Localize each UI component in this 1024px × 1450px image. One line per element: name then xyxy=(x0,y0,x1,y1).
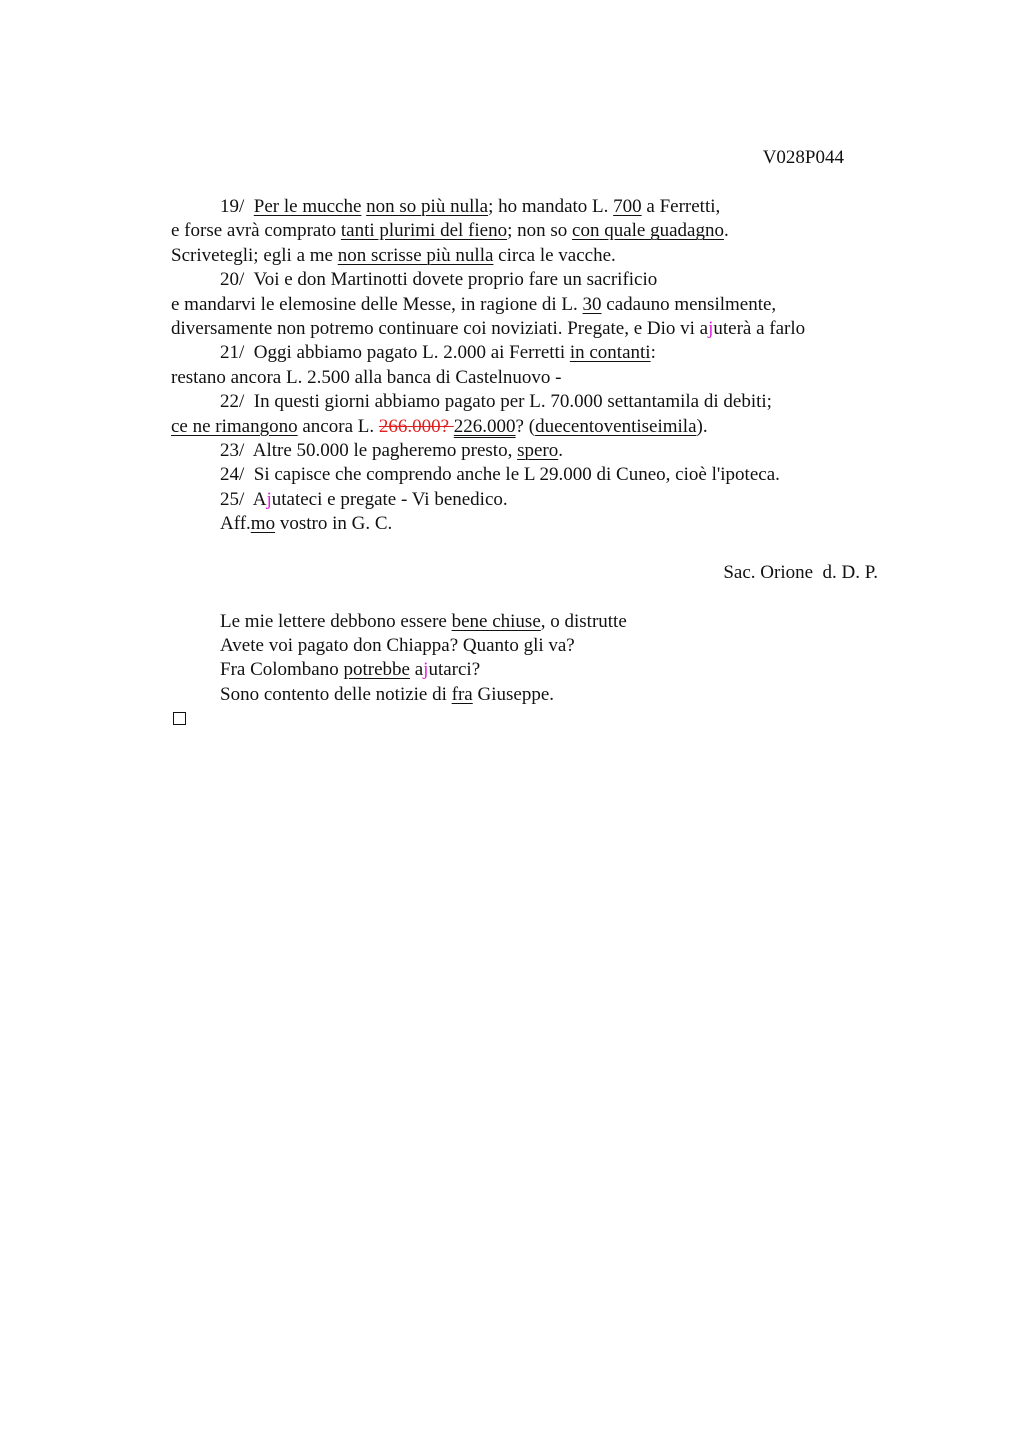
paragraph-number: 20/ xyxy=(220,269,245,291)
underlined-text: Per le mucche xyxy=(253,196,362,217)
text-run: a Ferretti, xyxy=(641,196,721,217)
postscript-line-4 xyxy=(171,683,891,707)
text-run: ? ( xyxy=(515,415,536,437)
paragraph-number: 25/ xyxy=(220,488,245,510)
paragraph-21-line-2 xyxy=(171,366,891,390)
underlined-text: duecentoventiseimila xyxy=(535,415,697,437)
paragraph-19-line-2 xyxy=(171,219,891,243)
paragraph-19-line-1 xyxy=(171,195,891,219)
underlined-text: potrebbe xyxy=(343,659,410,681)
paragraph-number: 19/ xyxy=(220,196,245,217)
text-run: Avete voi pagato don Chiappa? Quanto gli va? xyxy=(220,635,575,657)
text-run: Si capisce che comprendo anche le L 29.000 di Cuneo, cioè l'ipoteca. xyxy=(253,464,780,486)
text-run: Giuseppe. xyxy=(472,683,555,705)
text-run: utateci e pregate - Vi benedico. xyxy=(271,488,508,510)
inserted-letter: j xyxy=(266,488,272,510)
text-run: , o distrutte xyxy=(540,610,627,632)
text-run: . xyxy=(723,220,729,242)
paragraph-20-line-1 xyxy=(171,268,891,292)
document-reference: V028P044 xyxy=(762,147,844,168)
paragraph-24 xyxy=(171,463,891,487)
text-run: cadauno mensilmente, xyxy=(601,293,777,315)
text-run: uterà a farlo xyxy=(713,317,806,339)
paragraph-22-line-1 xyxy=(171,390,891,414)
text-run: e forse avrà comprato xyxy=(171,220,341,242)
text-run: ancora L. xyxy=(297,415,379,437)
text-run: A xyxy=(252,488,267,510)
inserted-letter: j xyxy=(423,659,429,681)
text-run: vostro in G. C. xyxy=(275,513,393,535)
underlined-text: in contanti xyxy=(569,342,651,364)
text-run: a xyxy=(409,659,424,681)
postscript-line-1 xyxy=(171,610,891,634)
closing-line xyxy=(171,512,891,536)
paragraph-number: 22/ xyxy=(220,391,245,413)
deleted-amount: 266.000? xyxy=(378,415,454,437)
underlined-text: tanti plurimi del fieno xyxy=(340,220,508,242)
paragraph-number: 21/ xyxy=(220,342,245,364)
underlined-text: con quale guadagno xyxy=(572,220,724,242)
text-run: In questi giorni abbiamo pagato per L. 70.000 settantamila di debiti; xyxy=(253,391,772,413)
underlined-amount: 30 xyxy=(582,293,602,315)
text-run: Altre 50.000 le pagheremo presto, xyxy=(252,439,518,461)
text-run: Oggi abbiamo pagato L. 2.000 ai Ferretti xyxy=(253,342,570,364)
paragraph-20-line-2 xyxy=(171,293,891,317)
paragraph-20-line-3 xyxy=(171,317,891,341)
paragraph-21-line-1 xyxy=(171,341,891,365)
text-run: ; ho mandato L. xyxy=(488,196,614,217)
text-run: circa le vacche. xyxy=(493,244,616,266)
text-run: : xyxy=(650,342,656,364)
postscript-line-3 xyxy=(171,658,891,682)
underlined-text: spero xyxy=(517,439,559,461)
text-run: Sono contento delle notizie di xyxy=(220,683,452,705)
blank-line xyxy=(171,536,891,560)
text-run: Scrivetegli; egli a me xyxy=(171,244,338,266)
text-run: restano ancora L. 2.500 alla banca di Castelnuovo - xyxy=(171,366,562,388)
paragraph-number: 24/ xyxy=(220,464,245,486)
text-run: Le mie lettere debbono essere xyxy=(220,610,452,632)
paragraph-22-line-2 xyxy=(171,415,891,439)
paragraph-19-line-3 xyxy=(171,244,891,268)
blank-line xyxy=(171,585,891,609)
signature: Sac. Orione d. D. P. xyxy=(723,561,878,583)
text-run: ). xyxy=(696,415,708,437)
text-run: ; non so xyxy=(507,220,573,242)
underlined-text: fra xyxy=(451,683,473,705)
paragraph-25 xyxy=(171,488,891,512)
text-run: Fra Colombano xyxy=(220,659,344,681)
end-marker-square-icon xyxy=(173,712,186,725)
inserted-letter: j xyxy=(708,317,714,339)
postscript-line-2 xyxy=(171,634,891,658)
text-run: . xyxy=(558,439,563,461)
underlined-text: mo xyxy=(250,513,276,535)
text-run: utarci? xyxy=(428,659,481,681)
underlined-amount: 700 xyxy=(613,196,642,217)
text-run: diversamente non potremo continuare coi noviziati. Pregate, e Dio vi a xyxy=(171,317,709,339)
underlined-text: non so più nulla xyxy=(366,196,489,217)
double-underlined-amount: 226.000 xyxy=(453,415,516,437)
text-run: e mandarvi le elemosine delle Messe, in ragione di L. xyxy=(171,293,583,315)
underlined-text: ce ne rimangono xyxy=(171,415,298,437)
letter-body xyxy=(171,195,891,707)
underlined-text: bene chiuse xyxy=(451,610,541,632)
text-run: Voi e don Martinotti dovete proprio fare un sacrificio xyxy=(253,269,658,291)
text-run: Aff. xyxy=(220,513,251,535)
paragraph-number: 23/ xyxy=(220,439,245,461)
underlined-text: non scrisse più nulla xyxy=(337,244,494,266)
paragraph-23 xyxy=(171,439,891,463)
